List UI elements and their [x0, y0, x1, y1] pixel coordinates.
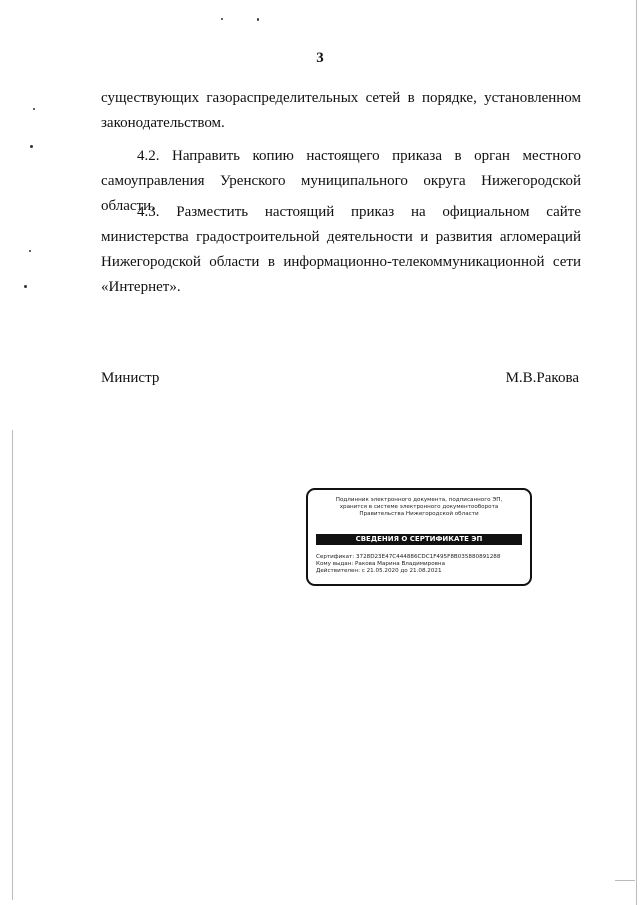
signatory-position: Министр	[101, 370, 160, 386]
paragraph-continuation	[101, 86, 581, 136]
issued-to-value: Ракова Марина Владимировна	[355, 561, 446, 567]
stamp-header-line: Подлинник электронного документа, подписанного ЭП,	[335, 497, 503, 503]
certificate-row	[316, 554, 524, 561]
paragraph-text: 4.2. Направить копию настоящего приказа в орган местного самоуправления Уренского муниципального округа Нижегородской области.	[101, 148, 581, 214]
valid-label: Действителен:	[316, 568, 360, 574]
scan-speck	[33, 108, 35, 110]
signature-block	[101, 370, 579, 387]
certificate-label: Сертификат:	[316, 554, 355, 560]
paragraph-text: 4.3. Разместить настоящий приказ на официальном сайте министерства градостроительной деятельности и развития агломераций Нижегородской области в информационно-телекоммуникационной сети «Интернет».	[101, 204, 581, 295]
stamp-details	[316, 554, 524, 575]
issued-to-row	[316, 561, 524, 568]
scan-speck	[221, 18, 223, 20]
stamp-header-line: хранится в системе электронного документооборота	[339, 504, 499, 510]
paragraph-text: существующих газораспределительных сетей в порядке, установленном законодательством.	[101, 90, 581, 131]
scan-edge-line	[636, 0, 637, 905]
stamp-header-line: Правительства Нижегородской области	[359, 511, 479, 517]
scan-edge-line	[12, 430, 13, 900]
signatory-name: М.В.Ракова	[505, 370, 579, 386]
scan-speck	[29, 250, 31, 252]
paragraph-4-3	[101, 200, 581, 300]
electronic-signature-stamp	[306, 488, 532, 586]
stamp-header	[316, 497, 522, 518]
scan-edge-line	[615, 880, 635, 881]
certificate-value: 3728D23E47C444886CDC1F495F8B035880891288	[355, 554, 501, 560]
valid-value: с 21.05.2020 до 21.08.2021	[361, 568, 442, 574]
scan-speck	[30, 145, 33, 148]
scan-speck	[257, 18, 259, 21]
scan-speck	[24, 285, 27, 288]
page-number: 3	[316, 50, 324, 66]
stamp-title: СВЕДЕНИЯ О СЕРТИФИКАТЕ ЭП	[316, 534, 522, 545]
issued-to-label: Кому выдан:	[316, 561, 354, 567]
valid-row	[316, 568, 524, 575]
